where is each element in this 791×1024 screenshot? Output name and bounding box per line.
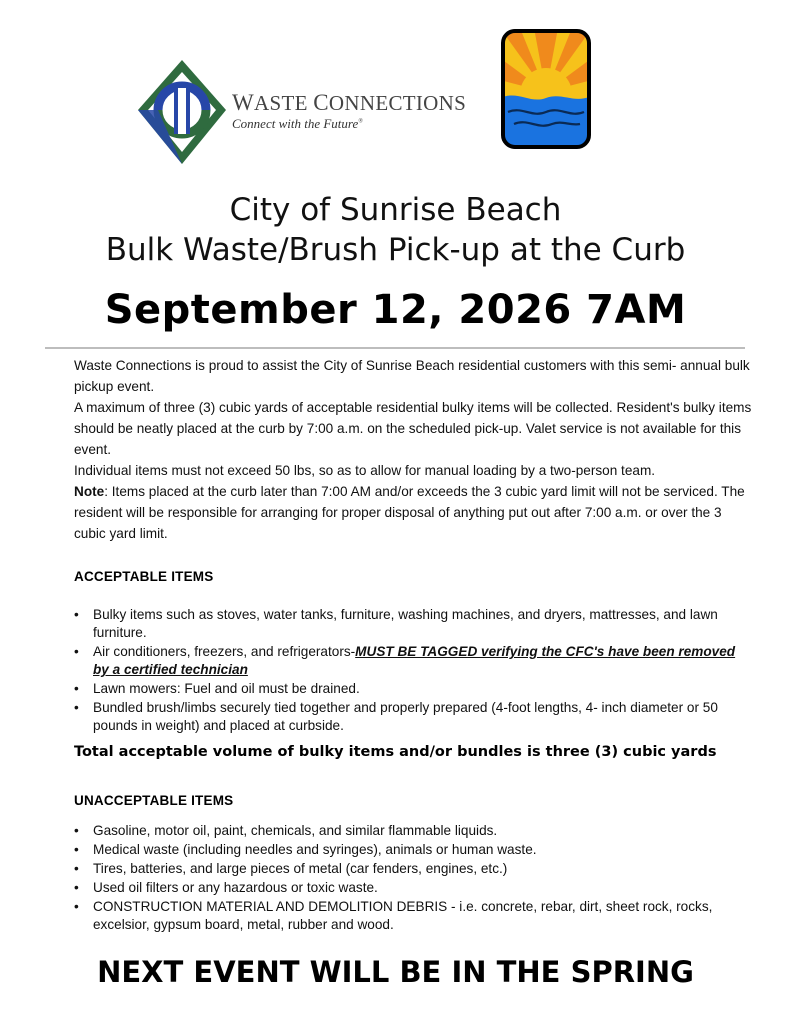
list-item: • Air conditioners, freezers, and refrigerators-MUST BE TAGGED verifying the CFC's have been removed by a certified technician [74,644,736,677]
unacceptable-items-list [74,822,744,935]
list-item: • Medical waste (including needles and syringes), animals or human waste. [74,842,537,857]
waste-connections-tagline: Connect with the Future® [232,116,363,131]
total-volume-statement: Total acceptable volume of bulky items and/or bundles is three (3) cubic yards [74,744,717,760]
waste-connections-wordmark: WASTE CONNECTIONS [232,90,467,115]
bullet-icon: • [74,700,79,715]
bullet-icon: • [74,880,79,895]
list-item: • CONSTRUCTION MATERIAL AND DEMOLITION DEBRIS - i.e. concrete, rebar, dirt, sheet rock, rocks, excelsior, gypsum board, metal, rubber and wood. [74,899,713,932]
list-item: • Tires, batteries, and large pieces of metal (car fenders, engines, etc.) [74,861,508,876]
acceptable-items-heading: ACCEPTABLE ITEMS [74,569,214,584]
tagging-requirement: MUST BE TAGGED verifying the CFC's have been removed by a certified technician [93,644,736,677]
unacceptable-items-heading: UNACCEPTABLE ITEMS [74,793,234,808]
intro-paragraph: Individual items must not exceed 50 lbs, so as to allow for manual loading by a two-person team. [74,463,656,478]
next-event-banner: NEXT EVENT WILL BE IN THE SPRING [97,955,694,989]
bullet-icon: • [74,607,79,622]
bullet-icon: • [74,681,79,696]
note-label: Note [74,484,105,499]
list-item: • Lawn mowers: Fuel and oil must be drained. [74,681,360,696]
list-item: • Bundled brush/limbs securely tied together and properly prepared (4-foot lengths, 4- inch diameter or 50 pounds in weight) and placed at curbside. [74,700,718,733]
note-paragraph: Note: Items placed at the curb later than 7:00 AM and/or exceeds the 3 cubic yard limit will not be serviced. The resident will be responsible for arranging for proper disposal of anything put out after 7:00 a.m. or over the 3 cubic yard limit. [74,484,745,541]
intro-paragraph: A maximum of three (3) cubic yards of acceptable residential bulky items will be collected. Resident's bulky items should be neatly placed at the curb by 7:00 a.m. on the scheduled pick-up. Valet service is not available for this event. [74,400,752,457]
sunrise-beach-logo-icon [500,28,592,150]
list-item: • Used oil filters or any hazardous or toxic waste. [74,880,378,895]
divider [45,347,745,349]
acceptable-items-list [74,606,744,736]
intro-paragraph: Waste Connections is proud to assist the City of Sunrise Beach residential customers with this semi- annual bulk pickup event. [74,358,750,394]
bullet-icon: • [74,842,79,857]
event-date: September 12, 2026 7AM [104,287,687,333]
logo-banner [0,0,791,175]
list-item: • Gasoline, motor oil, paint, chemicals, and similar flammable liquids. [74,823,498,838]
bullet-icon: • [74,644,79,659]
bullet-icon: • [74,823,79,838]
bullet-icon: • [74,899,79,914]
intro-text [74,355,754,544]
bullet-icon: • [74,861,79,876]
city-title: City of Sunrise Beach [229,192,562,228]
event-title: Bulk Waste/Brush Pick-up at the Curb [105,232,686,268]
list-item: • Bulky items such as stoves, water tanks, furniture, washing machines, and dryers, mattresses, and lawn furniture. [74,607,718,640]
